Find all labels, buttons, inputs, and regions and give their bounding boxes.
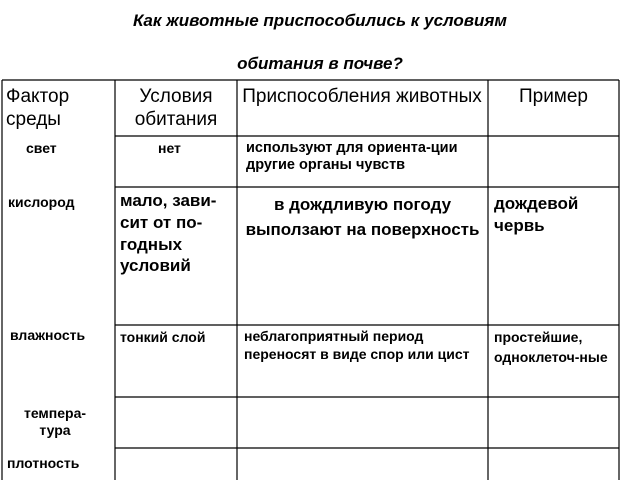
- row-oxygen-adaptations: в дождливую погоду выползают на поверхность: [245, 195, 480, 239]
- row-light-factor: свет: [26, 140, 57, 156]
- row-temperature-factor: темпера-тура: [23, 405, 87, 438]
- row-humidity-adaptations: неблагоприятный период переносят в виде спор или цист: [244, 328, 470, 363]
- title-line-1: Как животные приспособились к условиям: [132, 11, 508, 30]
- row-humidity-example: простейшие, одноклеточ-ные: [494, 329, 608, 366]
- row-oxygen-example: дождевой червь: [494, 194, 579, 236]
- row-oxygen-factor: кислород: [8, 194, 75, 210]
- row-density-factor: плотность: [7, 455, 80, 471]
- header-conditions: Условия обитания: [134, 86, 218, 130]
- row-light-conditions: нет: [158, 140, 181, 156]
- header-factor: Фактор среды: [6, 86, 70, 130]
- row-humidity-conditions: тонкий слой: [120, 329, 206, 345]
- row-humidity-factor: влажность: [10, 327, 86, 343]
- row-oxygen-conditions: мало, зави-сит от по-годных условий: [120, 191, 217, 276]
- title-line-2: обитания в почве?: [237, 54, 403, 73]
- row-light-adaptations: используют для ориента-ции другие органы чувств: [246, 140, 458, 174]
- header-adaptations: Приспособления животных: [242, 86, 482, 107]
- header-example: Пример: [518, 86, 589, 107]
